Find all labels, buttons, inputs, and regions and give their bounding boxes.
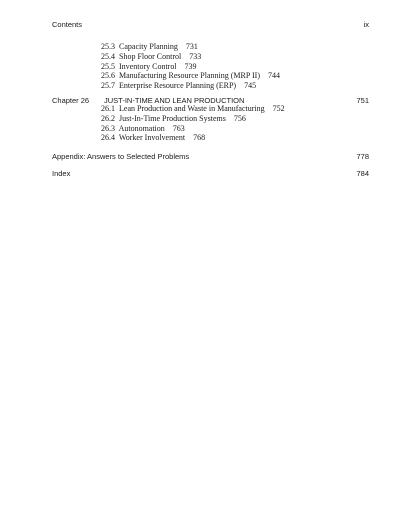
section-page: 744: [268, 71, 281, 81]
section-number: 26.3: [101, 123, 115, 133]
section-number: 25.5: [101, 61, 115, 71]
section-number: 25.6: [101, 71, 115, 81]
section-title: Autonomation: [118, 123, 165, 133]
section-number: 26.4: [101, 133, 115, 143]
section-page: 752: [272, 104, 285, 113]
toc-section-entry: [101, 71, 280, 81]
toc-section-entry: [101, 104, 285, 114]
section-number: 26.1: [101, 104, 115, 113]
section-number: 25.3: [101, 42, 115, 51]
section-page: 731: [185, 42, 198, 51]
section-page: 763: [172, 123, 185, 133]
index-title: Index: [52, 169, 71, 178]
section-page: 756: [233, 113, 246, 123]
section-title: Manufacturing Resource Planning (MRP II): [119, 71, 261, 81]
running-header-page-number: ix: [363, 20, 369, 29]
toc-section-entry: [101, 62, 280, 72]
appendix-entry: [52, 152, 369, 162]
section-title: Just-In-Time Production Systems: [119, 113, 226, 123]
index-entry: [52, 169, 369, 179]
index-page: 784: [356, 169, 369, 178]
chapter-page: 751: [356, 96, 369, 105]
chapter-26-section-list: [101, 104, 285, 143]
toc-section-entry: [101, 133, 285, 143]
section-page: 739: [184, 61, 197, 71]
running-header-title: Contents: [52, 20, 83, 29]
section-page: 733: [189, 51, 202, 61]
chapter-25-section-list: [101, 42, 280, 91]
section-title: Inventory Control: [119, 61, 177, 71]
chapter-title: JUST-IN-TIME AND LEAN PRODUCTION: [104, 96, 245, 105]
section-title: Worker Involvement: [118, 133, 186, 143]
toc-section-entry: [101, 81, 280, 91]
section-page: 768: [193, 133, 206, 143]
section-number: 26.2: [101, 113, 115, 123]
toc-section-entry: [101, 52, 280, 62]
toc-section-entry: [101, 42, 280, 52]
section-title: Capacity Planning: [119, 42, 178, 51]
section-number: 25.4: [101, 51, 115, 61]
section-title: Enterprise Resource Planning (ERP): [119, 81, 237, 91]
chapter-label: Chapter 26: [52, 96, 90, 105]
appendix-page: 778: [356, 152, 369, 161]
toc-section-entry: [101, 114, 285, 124]
section-title: Lean Production and Waste in Manufacturing: [119, 104, 265, 113]
section-page: 745: [244, 81, 257, 91]
toc-section-entry: [101, 124, 285, 134]
section-title: Shop Floor Control: [119, 51, 182, 61]
appendix-title: Appendix: Answers to Selected Problems: [52, 152, 190, 161]
section-number: 25.7: [101, 81, 115, 91]
